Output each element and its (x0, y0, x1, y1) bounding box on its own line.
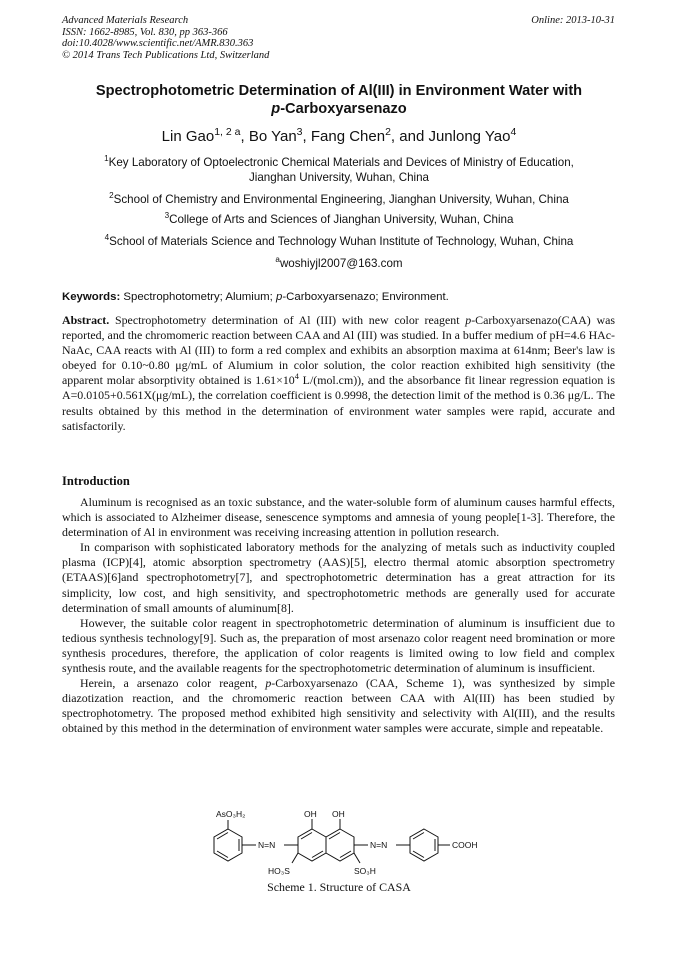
title-line-1: Spectrophotometric Determination of Al(III) in Environment Water with (95, 83, 583, 99)
email-sup: a (275, 255, 280, 265)
keywords-line (62, 291, 618, 303)
keywords-italic-p: p (276, 291, 283, 303)
journal-name: Advanced Materials Research (62, 15, 189, 26)
cooh-label: COOH (452, 840, 478, 850)
author-name: Junlong Yao (428, 128, 511, 145)
double-bond (329, 833, 340, 840)
title-line-2 (50, 100, 628, 118)
author-sup: 2 (385, 126, 391, 138)
affiliation-sup: 3 (164, 211, 170, 221)
online-date: Online: 2013-10-31 (531, 15, 615, 26)
affiliation-text: School of Chemistry and Environmental Engineering, Jianghan University, Wuhan, China (113, 193, 569, 206)
keywords-label: Keywords: (62, 291, 121, 303)
author-name: Lin Gao (161, 128, 215, 145)
paragraph: However, the suitable color reagent in spectrophotometric determination of aluminum is insufficient due to tedious synthesis technology[9]. Such as, the preparation of most arsenazo color reagent need bromination or more synthesis procedures, therefore, the application of color reagents is limited owing to low field and complex synthesis route, and the available reagents for the spectrophotometric determination of aluminum is insufficient. (62, 615, 615, 676)
so3h-label-left: HO₃S (268, 866, 290, 876)
affiliation-sup: 1 (104, 154, 109, 164)
aso3h2-label: AsO₃H₂ (216, 809, 246, 819)
contact-email (40, 256, 638, 271)
paragraph-italic-p: p (265, 676, 272, 691)
journal-header (62, 15, 269, 61)
double-bond (413, 851, 424, 858)
abstract-text: -Carboxyarsenazo(CAA) was reported, and the chromomeric reaction between CAA and Al (III) was studied. In a buffer medium of pH=4.6 HAc-NaAc, CAA reacts with Al (III) to form a red complex and exhibits an absorption maxima at 614nm; Beer's law is obeyed for 0.10~0.80 μg/mL of Alumium in color solution, the color reaction exhibited high sensitivity (the apparent molar absorptivity obtained is 1.61×10 (62, 313, 615, 388)
author-name: Bo Yan (248, 128, 297, 145)
author-list: Lin Gao$^{1, 2 a}$, Bo Yan$^3$, Fang Chen$^2$, and Junlong Yao$^4$ (161, 126, 517, 145)
double-bond (340, 851, 351, 858)
email-address: woshiyjl2007@163.com (279, 257, 403, 270)
copyright-line: © 2014 Trans Tech Publications Ltd, Switzerland (62, 49, 270, 61)
keywords-text: Spectrophotometry; Alumium; (123, 291, 273, 303)
naphthalene-ring-b (326, 829, 354, 861)
oh-label: OH (332, 809, 345, 819)
scheme-caption: Scheme 1. Structure of CASA (267, 880, 411, 894)
double-bond (217, 851, 228, 858)
azo-label-left: N=N (258, 840, 276, 850)
abstract-text: Spectrophotometry determination of Al (III) with new color reagent (115, 313, 460, 327)
affiliation-text: Key Laboratory of Optoelectronic Chemical Materials and Devices of Ministry of Education, (108, 156, 574, 169)
paragraph-text: Herein, a arsenazo color reagent, (80, 676, 258, 691)
abstract-label: Abstract. (62, 313, 110, 327)
double-bond (312, 851, 323, 858)
doi-line: doi:10.4028/www.scientific.net/AMR.830.363 (62, 38, 254, 49)
structure-bonds (214, 819, 450, 863)
paragraph: Aluminum is recognised as an toxic substance, and the water-soluble form of aluminum causes harmful effects, which is associated to Alzheimer disease, senescence symptoms and amnesia of young people[1-3]. Therefore, the determination of Al in environment was receiving increasing attention in pollution research. (62, 495, 615, 540)
phenyl-ring-left (214, 829, 242, 861)
author-sup: 4 (510, 126, 517, 138)
affiliation-3 (40, 212, 638, 227)
author-sup: 3 (296, 126, 303, 138)
abstract-text: L/(mol.cm)), and the absorbance fit linear regression equation is A=0.0105+0.561X(μg/mL), the correlation coefficient is 0.9998, the detection limit of the method is 0.36 μg/L. The results obtained by this method in the determination of environment water samples were rapid, accurate and satisfactorily. (62, 373, 615, 433)
bond-to-so3h (292, 853, 298, 863)
author-name: Fang Chen (310, 128, 386, 145)
section-heading-introduction: Introduction (62, 474, 130, 488)
paragraph-text: -Carboxyarsenazo (CAA, Scheme 1), was synthesized by simple diazotization reaction, and the chromomeric reaction between CAA with Al(III) has been studied by spectrophotometry. The proposed method exhibited high sensitivity and selectivity with Al(III), and the results obtained by this method in the determination of environment water samples were accurate, simple and repeatable. (62, 676, 615, 736)
introduction-body (62, 495, 615, 737)
affiliation-4 (40, 234, 638, 249)
paragraph (62, 676, 615, 736)
so3h-label-right: SO₃H (354, 866, 376, 876)
double-bond (301, 833, 312, 840)
title-line-2-rest: -Carboxyarsenazo (280, 101, 407, 117)
title-italic-p: p (271, 101, 281, 117)
issn-line: ISSN: 1662-8985, Vol. 830, pp 363-366 (62, 26, 228, 38)
phenyl-ring-right (410, 829, 438, 861)
affiliation-1 (40, 155, 638, 185)
affiliation-sup: 2 (109, 191, 114, 201)
bond-to-so3h (354, 853, 360, 863)
affiliation-sup: 4 (104, 233, 110, 243)
affiliation-text: Jianghan University, Wuhan, China (248, 171, 429, 184)
paper-title (50, 82, 628, 118)
keywords-text-rest: -Carboxyarsenazo; Environment. (282, 291, 449, 303)
naphthalene-ring-a (298, 829, 326, 861)
affiliation-text: School of Materials Science and Technology Wuhan Institute of Technology, Wuhan, China (109, 235, 574, 248)
abstract-italic-p: p (465, 313, 472, 327)
azo-label-right: N=N (370, 840, 388, 850)
abstract-exponent: 4 (294, 372, 299, 382)
double-bond (413, 833, 424, 840)
author-sup: 1, 2 a (214, 126, 241, 138)
double-bond (217, 833, 228, 840)
affiliation-text: College of Arts and Sciences of Jianghan University, Wuhan, China (169, 213, 514, 226)
abstract (62, 313, 615, 434)
affiliation-2 (40, 192, 638, 207)
oh-label: OH (304, 809, 317, 819)
paragraph: In comparison with sophisticated laboratory methods for the analyzing of metals such as inductivity coupled plasma (ICP)[4], atomic absorption spectrometry (AAS)[5], electro thermal atomic absorption spectrometry (ETAAS)[6]and spectrophotometry[7], and spectrophotometric determination has a great attraction for its simplicity, low cost, and high sensitivity, and spectrophotometric methods are generally used for accurate determination of small amounts of aluminum[8]. (62, 540, 615, 615)
